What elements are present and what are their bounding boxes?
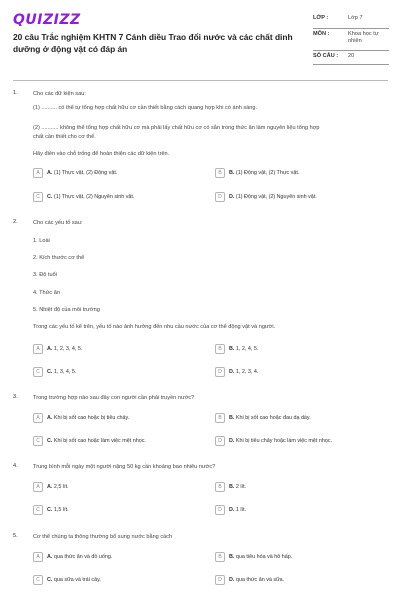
question-text: Trong trường hợp nào sau đây con người cần phải truyền nước?	[33, 395, 195, 401]
option-letter-box: A	[33, 344, 43, 354]
question-text: 2. Kích thước cơ thể	[33, 255, 85, 261]
question-text: 3. Độ tuổi	[33, 272, 57, 278]
option-letter-box: C	[33, 367, 43, 377]
option-letter-box: C	[33, 192, 43, 202]
question-text: 1. Loài	[33, 238, 50, 244]
option-letter-box: B	[215, 344, 225, 354]
question-number: 5.	[13, 533, 18, 539]
option-letter-box: D	[215, 505, 225, 515]
option-letter-box: A	[33, 168, 43, 178]
meta-row-class	[313, 13, 389, 29]
document-title: 20 câu Trắc nghiệm KHTN 7 Cánh diều Trao đổi nước và các chất dinh dưỡng ở động vật có đáp án	[13, 32, 293, 54]
question-number: 4.	[13, 463, 18, 469]
question-number: 1.	[13, 90, 18, 96]
quizizz-logo: QUIZIZZ	[13, 12, 81, 28]
question-text: Cho các dữ kiện sau:	[33, 91, 86, 97]
option-letter-box: B	[215, 482, 225, 492]
option-letter-box: B	[215, 552, 225, 562]
option-letter-box: C	[33, 575, 43, 585]
option-letter-box: D	[215, 436, 225, 446]
question-text: (2) ........... không thể tổng hợp chất hữu cơ mà phải lấy chất hữu cơ có sẵn trong thức ăn làm nguyên liệu tổng hợp	[33, 125, 320, 131]
option-letter-box: D	[215, 192, 225, 202]
option-letter-box: B	[215, 413, 225, 423]
header-divider	[13, 80, 388, 81]
question-number: 2.	[13, 219, 18, 225]
question-text: Trung bình mỗi ngày một người nặng 50 kg cần khoảng bao nhiêu nước?	[33, 464, 216, 470]
meta-label: MÔN :	[313, 31, 330, 37]
meta-row-subject	[313, 29, 389, 51]
question-text: Trong các yếu tố kể trên, yếu tố nào ảnh hưởng đến nhu cầu nước của cơ thể động vật và người.	[33, 324, 276, 330]
question-text: chất cần thiết cho cơ thể.	[33, 134, 96, 140]
worksheet-page: QUIZIZZ 20 câu Trắc nghiệm KHTN 7 Cánh diều Trao đổi nước và các chất dinh dưỡng ở động vật có đáp án LỚP : Lớp 7 MÔN : Khoa học tự nhiên SỐ CÂU : 20 1. Cho các dữ kiện sau: (1) .......... có thể tự tổng hợp chất hữu cơ cần thiết bằng cách quang hợp khi có ánh sáng. (2) ........... không thể tổng hợp chất hữu cơ mà phải lấy chất hữu cơ có sẵn trong thức ăn làm nguyên liệu tổng hợp chất cần thiết cho cơ thể. Hãy điền vào chỗ trống để hoàn thiện các dữ kiện trên. A A. (1) Thực vật, (2) Động vật. B B. (1) Động vật, (2) Thực vật. C C. (1) Thực vật, (2) Nguyên sinh vật. D D. (1) Động vật, (2) Nguyên sinh vật. 2. Cho các yếu tố sau: 1. Loài 2. Kích thước cơ thể 3. Độ tuổi 4. Thức ăn 5. Nhiệt độ của môi trường Trong các yếu tố kể trên, yếu tố nào ảnh hưởng đến nhu cầu nước của cơ thể động vật và người. A A. 1, 2, 3, 4, 5. B B. 1, 2, 4, 5. C C. 1, 3, 4, 5. D D. 1, 2, 3, 4. 3. Trong trường hợp nào sau đây con người cần phải truyền nước? A A. Khi bị sốt cao hoặc bị tiêu chảy. B B. Khi bị sốt cao hoặc đau dạ dày. C C. Khi bị sốt cao hoặc làm việc mệt nhọc. D D. Khi bị tiêu chảy hoặc làm việc mệt nhọc. 4. Trung bình mỗi ngày một người nặng 50 kg cần khoảng bao nhiêu nước? A A. 2,5 lít. B B. 2 lít. C C. 1,5 lít. D D. 1 lít. 5. Cơ thể chúng ta thông thường bổ sung nước bằng cách A A. qua thức ăn và đồ uống. B B. qua tiêu hóa và hô hấp. C C. qua sữa và trái cây. D D. qua thức ăn và sữa.	[0, 0, 400, 600]
meta-row-count	[313, 51, 389, 65]
option-letter-box: A	[33, 413, 43, 423]
question-text: 5. Nhiệt độ của môi trường	[33, 307, 100, 313]
question-text: 4. Thức ăn	[33, 290, 60, 296]
meta-label: SỐ CÂU :	[313, 53, 339, 59]
question-text: (1) .......... có thể tự tổng hợp chất hữu cơ cần thiết bằng cách quang hợp khi có ánh sáng.	[33, 105, 258, 111]
option-letter-box: B	[215, 168, 225, 178]
question-text: Cơ thể chúng ta thông thường bổ sung nước bằng cách	[33, 534, 173, 540]
question-text: Hãy điền vào chỗ trống để hoàn thiện các dữ kiện trên.	[33, 151, 170, 157]
meta-label: LỚP :	[313, 15, 329, 21]
meta-value: Lớp 7	[348, 15, 363, 21]
option-letter-box: D	[215, 367, 225, 377]
meta-value: 20	[348, 53, 355, 59]
option-letter-box: A	[33, 552, 43, 562]
question-number: 3.	[13, 394, 18, 400]
meta-table	[313, 13, 389, 65]
option-letter-box: D	[215, 575, 225, 585]
meta-value: Khoa học tự nhiên	[348, 31, 379, 44]
option-letter-box: C	[33, 436, 43, 446]
option-letter-box: C	[33, 505, 43, 515]
question-text: Cho các yếu tố sau:	[33, 220, 83, 226]
option-letter-box: A	[33, 482, 43, 492]
